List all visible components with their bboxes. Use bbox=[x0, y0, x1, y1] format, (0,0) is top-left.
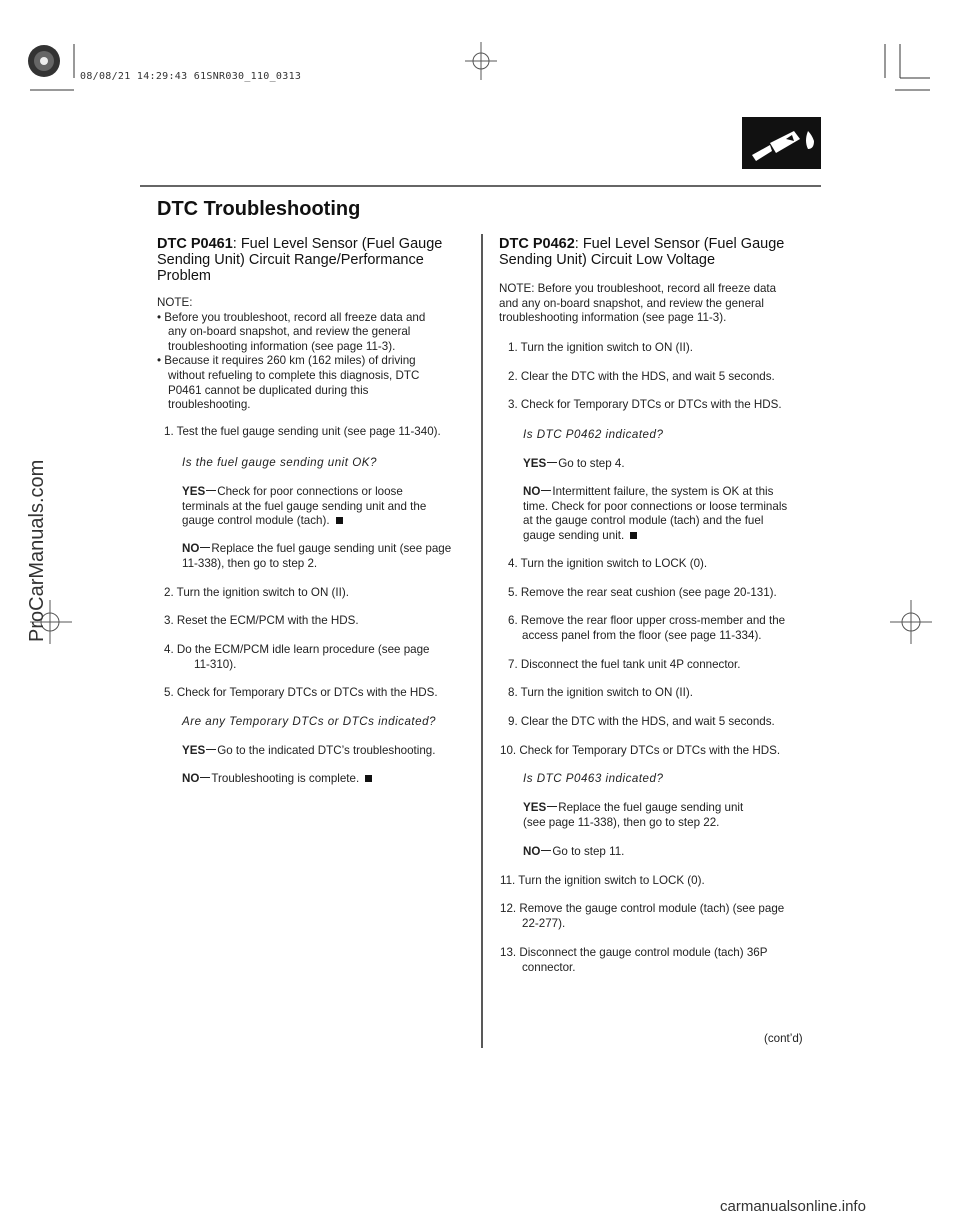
left-note-item: • Because it requires 260 km (162 miles) of driving without refueling to complete this diagnosis, DTC P0461 cannot be duplicated during this troubleshooting. bbox=[157, 354, 420, 412]
right-step-11: 11. Turn the ignition switch to LOCK (0). bbox=[500, 874, 705, 887]
crosshair-top-center bbox=[465, 42, 497, 80]
right-step-5: 5. Remove the rear seat cushion (see page 20-131). bbox=[508, 586, 777, 599]
left-note-item: • Before you troubleshoot, record all freeze data and any on-board snapshot, and review the general troubleshooting information (see page 11-3). bbox=[157, 310, 426, 353]
left-dtc-heading bbox=[157, 236, 477, 284]
right-yes-3: YES Go to step 4. bbox=[523, 457, 625, 470]
end-mark bbox=[630, 532, 637, 539]
left-dtc-title-line2: Sending Unit) Circuit Range/Performance bbox=[157, 252, 424, 268]
right-dtc-title-line2: Sending Unit) Circuit Low Voltage bbox=[499, 252, 716, 268]
bottom-watermark[interactable]: carmanualsonline.info bbox=[720, 1198, 866, 1215]
left-no-1: NO Replace the fuel gauge sending unit (see page 11-338), then go to step 2. bbox=[182, 542, 452, 570]
registration-mark-top-left bbox=[28, 45, 60, 77]
crosshair-right bbox=[890, 600, 932, 644]
left-yes-5: YES Go to the indicated DTC’s troubleshooting. bbox=[182, 744, 436, 757]
right-question-3: Is DTC P0462 indicated? bbox=[523, 428, 664, 441]
left-question-1: Is the fuel gauge sending unit OK? bbox=[182, 456, 377, 469]
left-no-5: NO Troubleshooting is complete. bbox=[182, 772, 372, 787]
left-dtc-title: : Fuel Level Sensor (Fuel Gauge bbox=[232, 236, 443, 252]
right-step-10: 10. Check for Temporary DTCs or DTCs with the HDS. bbox=[500, 744, 781, 757]
left-note-label: NOTE: bbox=[157, 296, 193, 309]
right-step-7: 7. Disconnect the fuel tank unit 4P connector. bbox=[508, 658, 741, 671]
right-note: NOTE: Before you troubleshoot, record all freeze data and any on-board snapshot, and review the general troubleshooting information (see page 11-3). bbox=[499, 282, 777, 325]
left-dtc-code: DTC P0461 bbox=[157, 236, 233, 252]
right-step-4: 4. Turn the ignition switch to LOCK (0). bbox=[508, 557, 708, 570]
right-dtc-code: DTC P0462 bbox=[499, 236, 575, 252]
left-step-1: 1. Test the fuel gauge sending unit (see page 11-340). bbox=[164, 425, 441, 438]
right-yes-10: YES Replace the fuel gauge sending unit (see page 11-338), then go to step 22. bbox=[523, 801, 744, 829]
left-question-5: Are any Temporary DTCs or DTCs indicated? bbox=[182, 715, 436, 728]
print-stamp: 08/08/21 14:29:43 61SNR030_110_0313 bbox=[80, 71, 302, 82]
right-step-9: 9. Clear the DTC with the HDS, and wait 5 seconds. bbox=[508, 715, 775, 728]
end-mark bbox=[365, 775, 372, 782]
right-step-1: 1. Turn the ignition switch to ON (II). bbox=[508, 341, 693, 354]
side-watermark: ProCarManuals.com bbox=[26, 459, 48, 642]
left-yes-1: YES Check for poor connections or loose terminals at the fuel gauge sending unit and the gauge control module (tach). bbox=[182, 485, 427, 528]
right-step-2: 2. Clear the DTC with the HDS, and wait 5 seconds. bbox=[508, 370, 775, 383]
right-dtc-title: : Fuel Level Sensor (Fuel Gauge bbox=[574, 236, 785, 252]
left-note bbox=[157, 296, 472, 413]
right-dtc-heading bbox=[499, 236, 819, 268]
right-step-12: 12. Remove the gauge control module (tach) (see page 22-277). bbox=[500, 902, 785, 930]
right-question-10: Is DTC P0463 indicated? bbox=[523, 772, 664, 785]
left-step-3: 3. Reset the ECM/PCM with the HDS. bbox=[164, 614, 359, 627]
fuel-nozzle-icon bbox=[742, 117, 821, 169]
left-step-4: 4. Do the ECM/PCM idle learn procedure (see page 11-310). bbox=[164, 643, 430, 671]
left-step-2: 2. Turn the ignition switch to ON (II). bbox=[164, 586, 349, 599]
left-step-5: 5. Check for Temporary DTCs or DTCs with the HDS. bbox=[164, 686, 438, 699]
continued-label: (cont’d) bbox=[764, 1032, 803, 1045]
right-no-10: NO Go to step 11. bbox=[523, 845, 625, 858]
end-mark bbox=[336, 517, 343, 524]
right-step-13: 13. Disconnect the gauge control module (tach) 36P connector. bbox=[500, 946, 768, 974]
page-title: DTC Troubleshooting bbox=[157, 198, 361, 220]
right-step-8: 8. Turn the ignition switch to ON (II). bbox=[508, 686, 693, 699]
right-no-3: NO Intermittent failure, the system is OK at this time. Check for poor connections or loose terminals at the gauge control module (tach) and the fuel gauge sending unit. bbox=[523, 485, 788, 542]
right-step-6: 6. Remove the rear floor upper cross-member and the access panel from the floor (see page 11-334). bbox=[508, 614, 786, 642]
left-dtc-title-line3: Problem bbox=[157, 268, 211, 284]
right-step-3: 3. Check for Temporary DTCs or DTCs with the HDS. bbox=[508, 398, 782, 411]
